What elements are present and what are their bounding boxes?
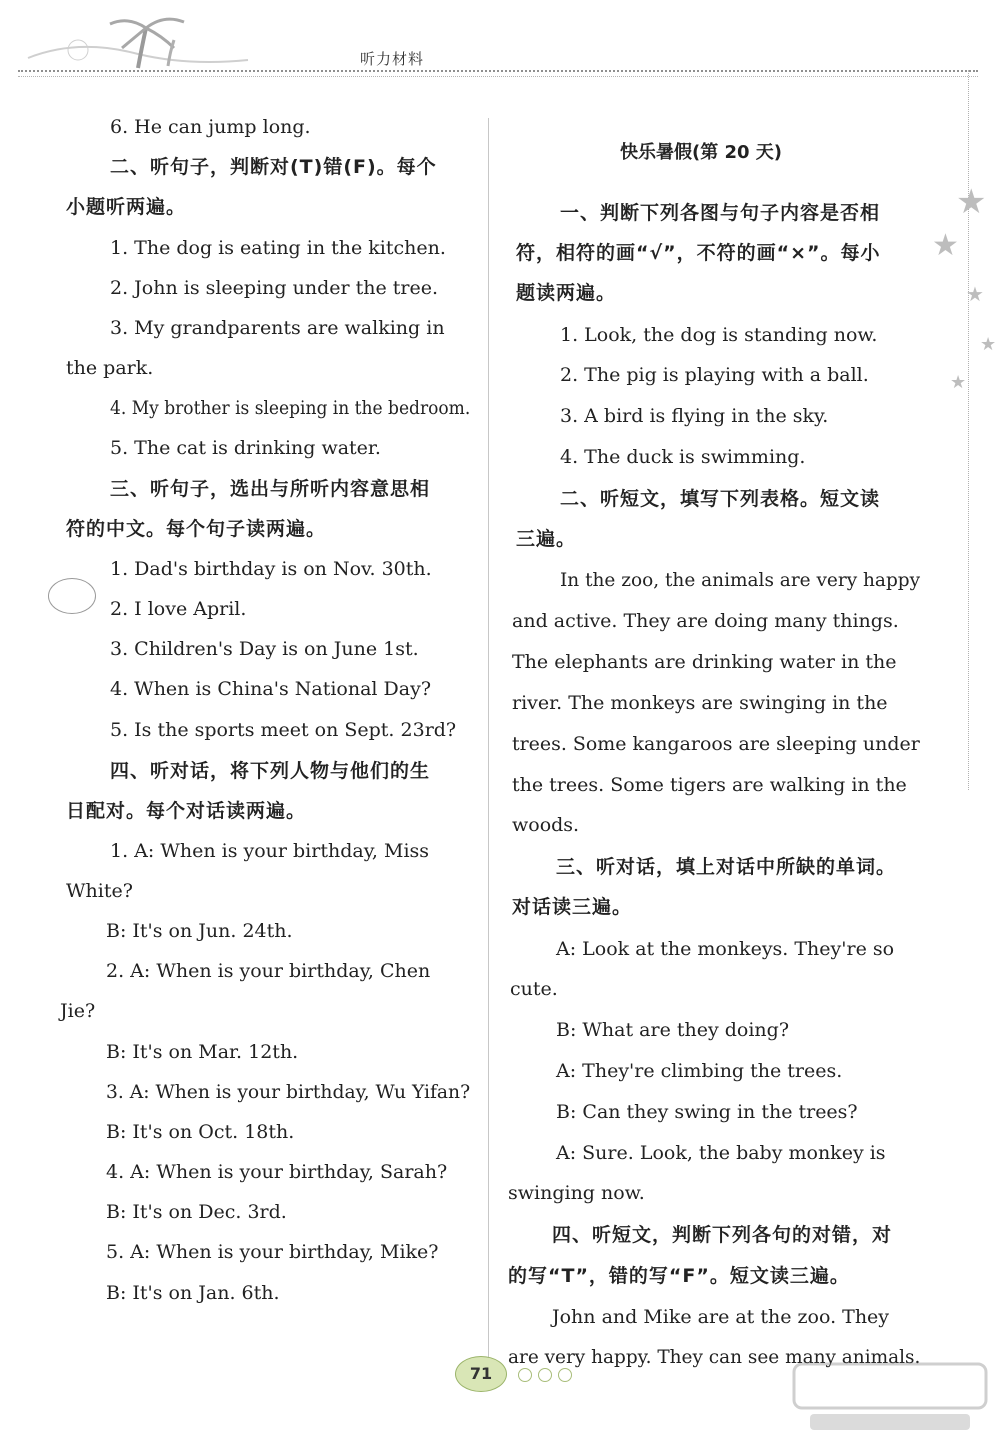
section-heading: 三遍。 bbox=[516, 528, 577, 550]
section-heading: 对话读三遍。 bbox=[512, 896, 633, 918]
section-heading: 一、判断下列各图与句子内容是否相 bbox=[560, 202, 881, 224]
section-heading: 四、听短文，判断下列各句的对错，对 bbox=[552, 1224, 893, 1246]
section-heading: 三、听对话，填上对话中所缺的单词。 bbox=[556, 856, 897, 878]
text-line: woods. bbox=[512, 814, 580, 836]
star-icon: ★ bbox=[980, 334, 997, 355]
section-heading: 符，相符的画“√”，不符的画“×”。每小 bbox=[516, 242, 881, 264]
text-line: A: They're climbing the trees. bbox=[556, 1060, 843, 1082]
section-title: 快乐暑假(第 20 天) bbox=[620, 142, 783, 163]
section-heading: 四、听对话，将下列人物与他们的生 bbox=[110, 760, 431, 782]
text-line: 4. The duck is swimming. bbox=[560, 446, 806, 468]
section-heading: 二、听句子，判断对(T)错(F)。每个 bbox=[110, 156, 437, 178]
text-line: and active. They are doing many things. bbox=[512, 610, 899, 632]
text-line: 4. My brother is sleeping in the bedroom. bbox=[110, 397, 471, 419]
text-line: 3. Children's Day is on June 1st. bbox=[110, 638, 419, 660]
text-line: B: It's on Dec. 3rd. bbox=[106, 1201, 287, 1223]
page-header bbox=[0, 0, 1000, 80]
text-line: are very happy. They can see many animals. bbox=[508, 1346, 921, 1368]
text-line: cute. bbox=[510, 978, 558, 1000]
text-line: B: It's on Jan. 6th. bbox=[106, 1282, 280, 1304]
decorative-circle-icon bbox=[538, 1368, 552, 1382]
section-heading: 三、听句子，选出与所听内容意思相 bbox=[110, 478, 431, 500]
stamp-mark bbox=[48, 578, 96, 614]
text-line: 1. The dog is eating in the kitchen. bbox=[110, 237, 446, 259]
text-line: 1. Look, the dog is standing now. bbox=[560, 324, 878, 346]
text-line: 5. A: When is your birthday, Mike? bbox=[106, 1241, 439, 1263]
star-icon: ★ bbox=[966, 282, 984, 306]
column-divider bbox=[488, 118, 489, 1358]
text-line: 2. I love April. bbox=[110, 598, 247, 620]
text-line: B: Can they swing in the trees? bbox=[556, 1101, 858, 1123]
text-line: B: It's on Mar. 12th. bbox=[106, 1041, 299, 1063]
text-line: B: It's on Jun. 24th. bbox=[106, 920, 293, 942]
text-line: 4. A: When is your birthday, Sarah? bbox=[106, 1161, 448, 1183]
text-line: A: Look at the monkeys. They're so bbox=[556, 938, 895, 960]
text-line: 3. My grandparents are walking in bbox=[110, 317, 445, 339]
text-line: 5. The cat is drinking water. bbox=[110, 437, 381, 459]
header-divider bbox=[18, 70, 978, 72]
decorative-circle-icon bbox=[558, 1368, 572, 1382]
text-line: B: What are they doing? bbox=[556, 1019, 790, 1041]
right-margin-dots bbox=[968, 70, 969, 790]
text-line: 1. A: When is your birthday, Miss bbox=[110, 840, 430, 862]
section-heading: 的写“T”，错的写“F”。短文读三遍。 bbox=[508, 1265, 850, 1287]
star-icon: ★ bbox=[932, 228, 959, 263]
text-line: 5. Is the sports meet on Sept. 23rd? bbox=[110, 719, 457, 741]
star-icon: ★ bbox=[956, 182, 987, 222]
text-line: John and Mike are at the zoo. They bbox=[552, 1306, 890, 1328]
decorative-circle-icon bbox=[518, 1368, 532, 1382]
text-line: 3. A bird is flying in the sky. bbox=[560, 405, 829, 427]
text-line: swinging now. bbox=[508, 1182, 645, 1204]
watermark-logo bbox=[790, 1358, 990, 1438]
palm-tree-decoration-icon bbox=[18, 8, 258, 78]
text-line: White? bbox=[66, 880, 133, 902]
text-line: 6. He can jump long. bbox=[110, 116, 311, 138]
section-heading: 二、听短文，填写下列表格。短文读 bbox=[560, 488, 881, 510]
section-heading: 日配对。每个对话读两遍。 bbox=[66, 800, 307, 822]
text-line: In the zoo, the animals are very happy bbox=[560, 569, 921, 591]
page-number: 71 bbox=[455, 1356, 507, 1392]
text-line: the trees. Some tigers are walking in the bbox=[512, 774, 907, 796]
header-title: 听力材料 bbox=[360, 50, 425, 68]
text-line: Jie? bbox=[60, 1000, 96, 1022]
text-line: 4. When is China's National Day? bbox=[110, 678, 432, 700]
text-line: 3. A: When is your birthday, Wu Yifan? bbox=[106, 1081, 471, 1103]
text-line: trees. Some kangaroos are sleeping under bbox=[512, 733, 920, 755]
star-icon: ★ bbox=[950, 372, 967, 393]
text-line: 2. John is sleeping under the tree. bbox=[110, 277, 439, 299]
section-heading: 题读两遍。 bbox=[516, 282, 617, 304]
text-line: the park. bbox=[66, 357, 154, 379]
text-line: The elephants are drinking water in the bbox=[512, 651, 897, 673]
text-line: A: Sure. Look, the baby monkey is bbox=[556, 1142, 886, 1164]
text-line: 2. The pig is playing with a ball. bbox=[560, 364, 869, 386]
text-line: 2. A: When is your birthday, Chen bbox=[106, 960, 431, 982]
header-divider-secondary bbox=[18, 76, 978, 77]
section-heading: 符的中文。每个句子读两遍。 bbox=[66, 518, 327, 540]
text-line: river. The monkeys are swinging in the bbox=[512, 692, 888, 714]
text-line: 1. Dad's birthday is on Nov. 30th. bbox=[110, 558, 432, 580]
section-heading: 小题听两遍。 bbox=[66, 196, 187, 218]
text-line: B: It's on Oct. 18th. bbox=[106, 1121, 295, 1143]
